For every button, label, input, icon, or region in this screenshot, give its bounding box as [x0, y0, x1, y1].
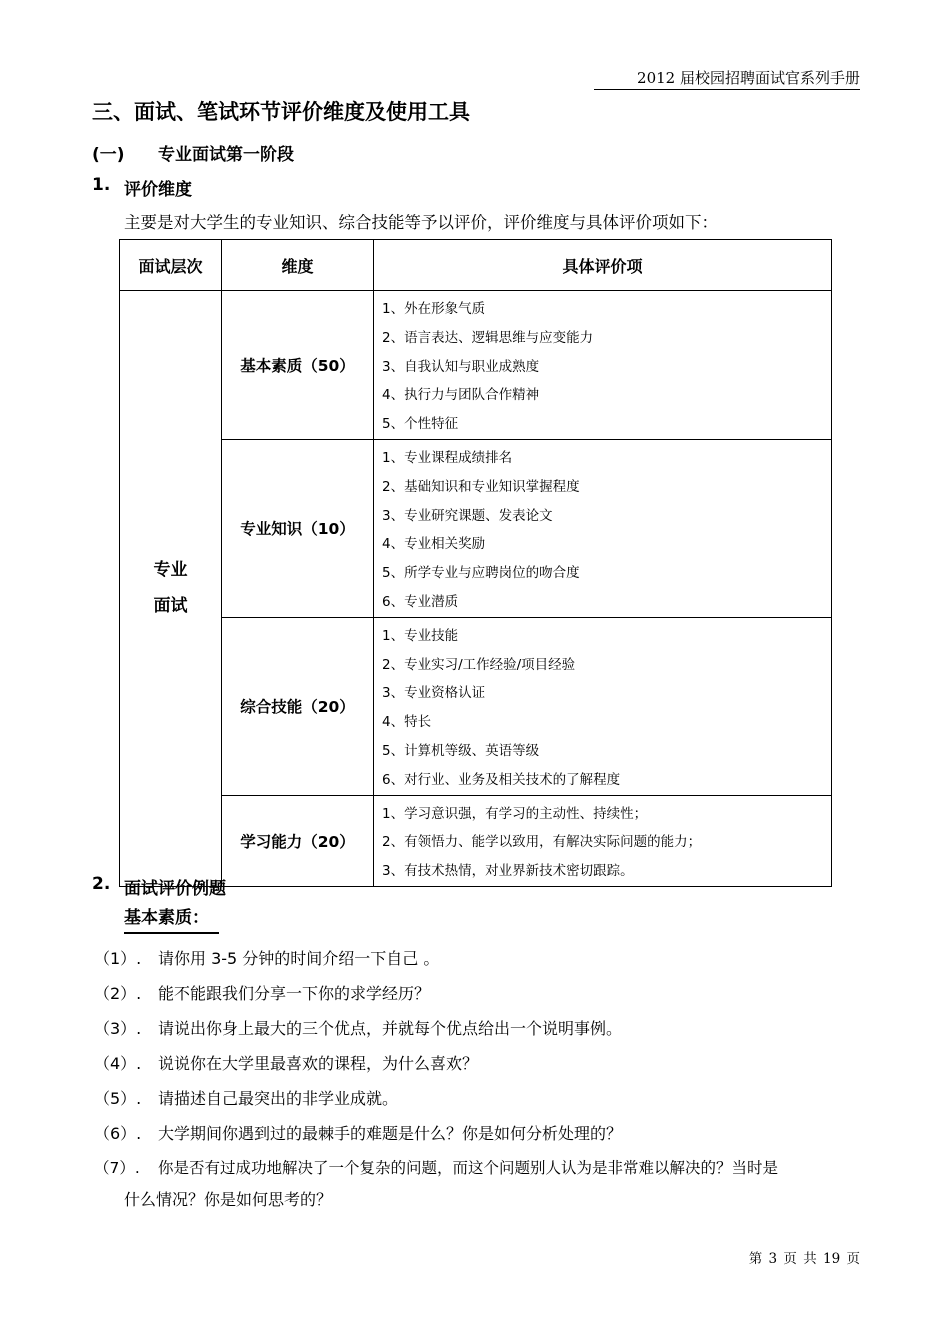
- question-text: 你是否有过成功地解决了一个复杂的问题，而这个问题别人认为是非常难以解决的？当时是: [158, 1159, 779, 1177]
- header-items: 具体评价项: [374, 240, 832, 291]
- list-item: 3、有技术热情，对业界新技术密切跟踪。: [382, 863, 634, 880]
- list-item: 2、语言表达、逻辑思维与应变能力: [382, 329, 594, 346]
- question-text: 请说出你身上最大的三个优点，并就每个优点给出一个说明事例。: [158, 1019, 623, 1038]
- question-item: [94, 1121, 622, 1144]
- evaluation-table: [119, 239, 832, 887]
- items-cell: [374, 617, 832, 795]
- question-text-continued: 什么情况？你是如何思考的？: [124, 1190, 333, 1209]
- dimension-cell: 综合技能（20）: [222, 617, 374, 795]
- list-item: 2、专业实习/工作经验/项目经验: [382, 656, 576, 673]
- list-item: 3、自我认知与职业成熟度: [382, 358, 540, 375]
- table-row: [120, 795, 832, 886]
- question-item: [94, 1086, 398, 1109]
- question-number: （6）.: [94, 1124, 142, 1143]
- list-item: 4、执行力与团队合作精神: [382, 387, 540, 404]
- header-dimension: 维度: [222, 240, 374, 291]
- list-item: 2、有领悟力、能学以致用，有解决实际问题的能力；: [382, 834, 702, 851]
- list-item: 1、专业课程成绩排名: [382, 449, 513, 466]
- page-header: 2012 届校园招聘面试官系列手册: [594, 68, 860, 90]
- table-row: [120, 617, 832, 795]
- dimension-cell: 学习能力（20）: [222, 795, 374, 886]
- list-item: 3、专业研究课题、发表论文: [382, 507, 553, 524]
- question-text: 能不能跟我们分享一下你的求学经历？: [158, 984, 431, 1003]
- page-footer: 第 3 页 共 19 页: [748, 1251, 860, 1267]
- part1-number: 1.: [92, 175, 111, 195]
- interview-level-cell: [120, 291, 222, 887]
- question-item: [94, 1156, 778, 1178]
- list-item: 5、所学专业与应聘岗位的吻合度: [382, 565, 580, 582]
- list-item: 4、特长: [382, 714, 432, 731]
- dimension-cell: 专业知识（10）: [222, 439, 374, 617]
- items-cell: [374, 795, 832, 886]
- list-item: 5、计算机等级、英语等级: [382, 742, 540, 759]
- question-item: [94, 981, 430, 1004]
- question-number: （2）.: [94, 984, 142, 1003]
- subsection-title: 专业面试第一阶段: [158, 145, 294, 165]
- question-item: [94, 1051, 478, 1074]
- list-item: 3、专业资格认证: [382, 685, 486, 702]
- list-item: 1、外在形象气质: [382, 301, 486, 317]
- question-number: （4）.: [94, 1054, 142, 1073]
- question-item: [94, 946, 439, 969]
- header-level: 面试层次: [120, 240, 222, 291]
- basic-quality-label: 基本素质：: [124, 903, 219, 934]
- list-item: 2、基础知识和专业知识掌握程度: [382, 478, 580, 495]
- list-item: 4、专业相关奖励: [382, 536, 486, 553]
- question-number: （3）.: [94, 1019, 142, 1038]
- subsection-label: (一): [92, 145, 125, 165]
- items-cell: [374, 439, 832, 617]
- part2-title: 面试评价例题: [124, 879, 226, 899]
- question-number: （7）.: [94, 1159, 140, 1177]
- question-text: 请描述自己最突出的非学业成就。: [158, 1089, 399, 1108]
- question-text: 请你用 3-5 分钟的时间介绍一下自己 。: [158, 949, 440, 968]
- list-item: 5、个性特征: [382, 416, 459, 433]
- list-item: 6、对行业、业务及相关技术的了解程度: [382, 771, 621, 788]
- section-title: 三、面试、笔试环节评价维度及使用工具: [92, 100, 470, 124]
- part1-title: 评价维度: [124, 180, 192, 200]
- table-row: [120, 439, 832, 617]
- question-text: 说说你在大学里最喜欢的课程，为什么喜欢？: [158, 1054, 479, 1073]
- list-item: 6、专业潜质: [382, 593, 459, 610]
- dimension-cell: 基本素质（50）: [222, 291, 374, 440]
- table-row: [120, 291, 832, 440]
- table-header-row: [120, 240, 832, 291]
- items-cell: [374, 291, 832, 440]
- question-text: 大学期间你遇到过的最棘手的难题是什么？你是如何分析处理的？: [158, 1124, 623, 1143]
- list-item: 1、专业技能: [382, 627, 459, 644]
- question-number: （5）.: [94, 1089, 142, 1108]
- list-item: 1、学习意识强，有学习的主动性、持续性；: [382, 805, 648, 822]
- intro-paragraph: 主要是对大学生的专业知识、综合技能等予以评价，评价维度与具体评价项如下：: [124, 213, 718, 232]
- level-line: 专业: [153, 560, 188, 581]
- question-item: [94, 1016, 622, 1039]
- level-line: 面试: [153, 596, 188, 617]
- question-number: （1）.: [94, 949, 142, 968]
- part2-number: 2.: [92, 874, 111, 894]
